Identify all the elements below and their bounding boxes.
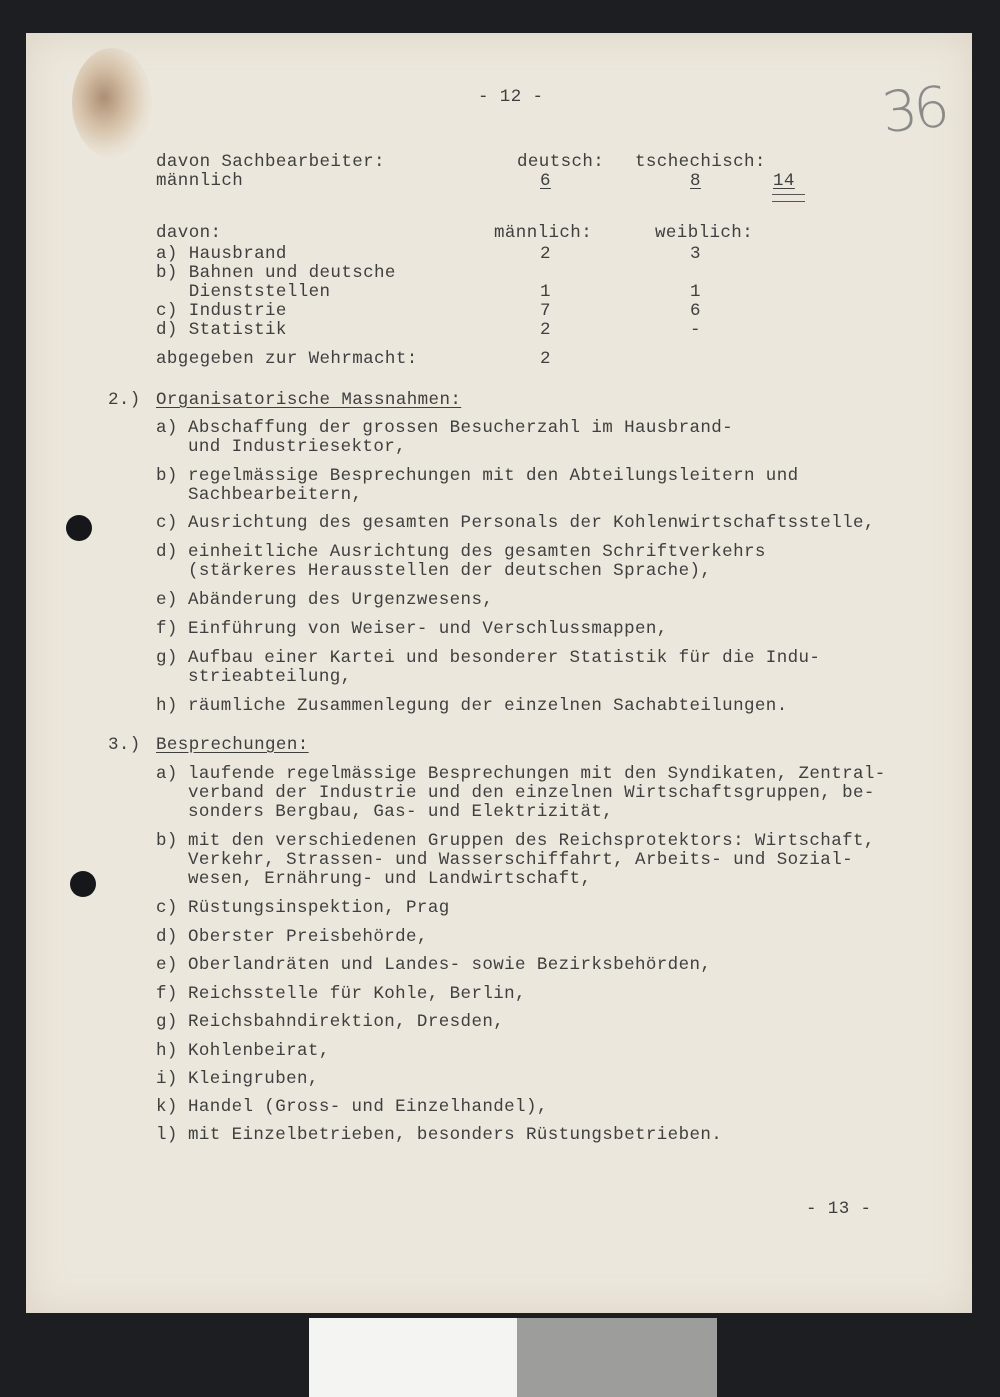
list-item-text: mit Einzelbetrieben, besonders Rüstungsbetrieben. xyxy=(188,1125,723,1145)
archive-number: 36 xyxy=(878,74,949,147)
section-3-heading: Besprechungen: xyxy=(156,735,309,755)
list-item-letter: l) xyxy=(156,1125,178,1145)
list-item-text: einheitliche Ausrichtung des gesamten Schriftverkehrs xyxy=(188,542,766,562)
breakdown-row-male: 2 xyxy=(540,320,551,340)
list-item-text: verband der Industrie und den einzelnen Wirtschaftsgruppen, be- xyxy=(188,783,875,803)
list-item-text: strieabteilung, xyxy=(188,667,352,687)
breakdown-row-label: d) Statistik xyxy=(156,320,287,340)
breakdown-label: davon: xyxy=(156,223,222,243)
list-item-text: Abänderung des Urgenzwesens, xyxy=(188,590,494,610)
list-item-letter: f) xyxy=(156,619,178,639)
punch-hole-bottom xyxy=(70,871,96,897)
list-item-letter: b) xyxy=(156,831,178,851)
staff-val-total: 14 xyxy=(773,171,795,191)
list-item-text: Reichsbahndirektion, Dresden, xyxy=(188,1012,505,1032)
list-item-text: wesen, Ernährung- und Landwirtschaft, xyxy=(188,869,592,889)
burn-stain xyxy=(72,48,152,158)
list-item-letter: k) xyxy=(156,1097,178,1117)
list-item-text: Ausrichtung des gesamten Personals der Kohlenwirtschaftsstelle, xyxy=(188,513,875,533)
staff-row-label: männlich xyxy=(156,171,244,191)
scan-label-card xyxy=(309,1318,517,1397)
breakdown-row-female: 1 xyxy=(690,282,701,302)
list-item-letter: b) xyxy=(156,466,178,486)
list-item-text: und Industriesektor, xyxy=(188,437,407,457)
list-item-text: Kohlenbeirat, xyxy=(188,1041,330,1061)
breakdown-col-male: männlich: xyxy=(494,223,593,243)
list-item-text: Einführung von Weiser- und Verschlussmappen, xyxy=(188,619,668,639)
list-item-text: Kleingruben, xyxy=(188,1069,319,1089)
list-item-letter: g) xyxy=(156,648,178,668)
staff-title: davon Sachbearbeiter: xyxy=(156,152,385,172)
wehrmacht-value: 2 xyxy=(540,349,551,369)
list-item-text: Abschaffung der grossen Besucherzahl im Hausbrand- xyxy=(188,418,734,438)
scan-gray-card xyxy=(517,1318,717,1397)
list-item-letter: i) xyxy=(156,1069,178,1089)
list-item-text: (stärkeres Herausstellen der deutschen Sprache), xyxy=(188,561,712,581)
breakdown-row-label: Dienststellen xyxy=(156,282,331,302)
list-item-text: Sachbearbeitern, xyxy=(188,485,363,505)
breakdown-row-female: - xyxy=(690,320,701,340)
section-2-number: 2.) xyxy=(108,390,141,410)
breakdown-row-male: 7 xyxy=(540,301,551,321)
list-item-letter: e) xyxy=(156,590,178,610)
list-item-text: mit den verschiedenen Gruppen des Reichsprotektors: Wirtschaft, xyxy=(188,831,875,851)
breakdown-row-male: 1 xyxy=(540,282,551,302)
list-item-text: Oberster Preisbehörde, xyxy=(188,927,428,947)
list-item-letter: h) xyxy=(156,1041,178,1061)
section-3-number: 3.) xyxy=(108,735,141,755)
breakdown-row-label: a) Hausbrand xyxy=(156,244,287,264)
list-item-letter: d) xyxy=(156,542,178,562)
list-item-letter: d) xyxy=(156,927,178,947)
list-item-text: regelmässige Besprechungen mit den Abteilungsleitern und xyxy=(188,466,799,486)
staff-col-czech: tschechisch: xyxy=(635,152,766,172)
list-item-text: räumliche Zusammenlegung der einzelnen Sachabteilungen. xyxy=(188,696,788,716)
list-item-text: Verkehr, Strassen- und Wasserschiffahrt, Arbeits- und Sozial- xyxy=(188,850,854,870)
breakdown-row-label: b) Bahnen und deutsche xyxy=(156,263,396,283)
list-item-text: Handel (Gross- und Einzelhandel), xyxy=(188,1097,548,1117)
list-item-letter: e) xyxy=(156,955,178,975)
list-item-letter: c) xyxy=(156,513,178,533)
total-double-rule xyxy=(772,194,805,202)
section-2-heading: Organisatorische Massnahmen: xyxy=(156,390,462,410)
page-header: - 12 - xyxy=(478,87,544,107)
list-item-text: Rüstungsinspektion, Prag xyxy=(188,898,450,918)
list-item-letter: h) xyxy=(156,696,178,716)
breakdown-col-female: weiblich: xyxy=(655,223,754,243)
breakdown-row-male: 2 xyxy=(540,244,551,264)
staff-col-german: deutsch: xyxy=(517,152,605,172)
list-item-text: sonders Bergbau, Gas- und Elektrizität, xyxy=(188,802,614,822)
staff-val-czech: 8 xyxy=(690,171,701,191)
breakdown-row-female: 6 xyxy=(690,301,701,321)
list-item-text: Aufbau einer Kartei und besonderer Statistik für die Indu- xyxy=(188,648,821,668)
staff-val-german: 6 xyxy=(540,171,551,191)
list-item-letter: a) xyxy=(156,418,178,438)
list-item-letter: c) xyxy=(156,898,178,918)
breakdown-row-label: c) Industrie xyxy=(156,301,287,321)
list-item-text: Reichsstelle für Kohle, Berlin, xyxy=(188,984,526,1004)
list-item-letter: a) xyxy=(156,764,178,784)
list-item-text: Oberlandräten und Landes- sowie Bezirksbehörden, xyxy=(188,955,712,975)
list-item-letter: f) xyxy=(156,984,178,1004)
list-item-text: laufende regelmässige Besprechungen mit den Syndikaten, Zentral- xyxy=(188,764,886,784)
punch-hole-top xyxy=(66,515,92,541)
list-item-letter: g) xyxy=(156,1012,178,1032)
page-footer: - 13 - xyxy=(806,1199,872,1219)
wehrmacht-label: abgegeben zur Wehrmacht: xyxy=(156,349,418,369)
breakdown-row-female: 3 xyxy=(690,244,701,264)
